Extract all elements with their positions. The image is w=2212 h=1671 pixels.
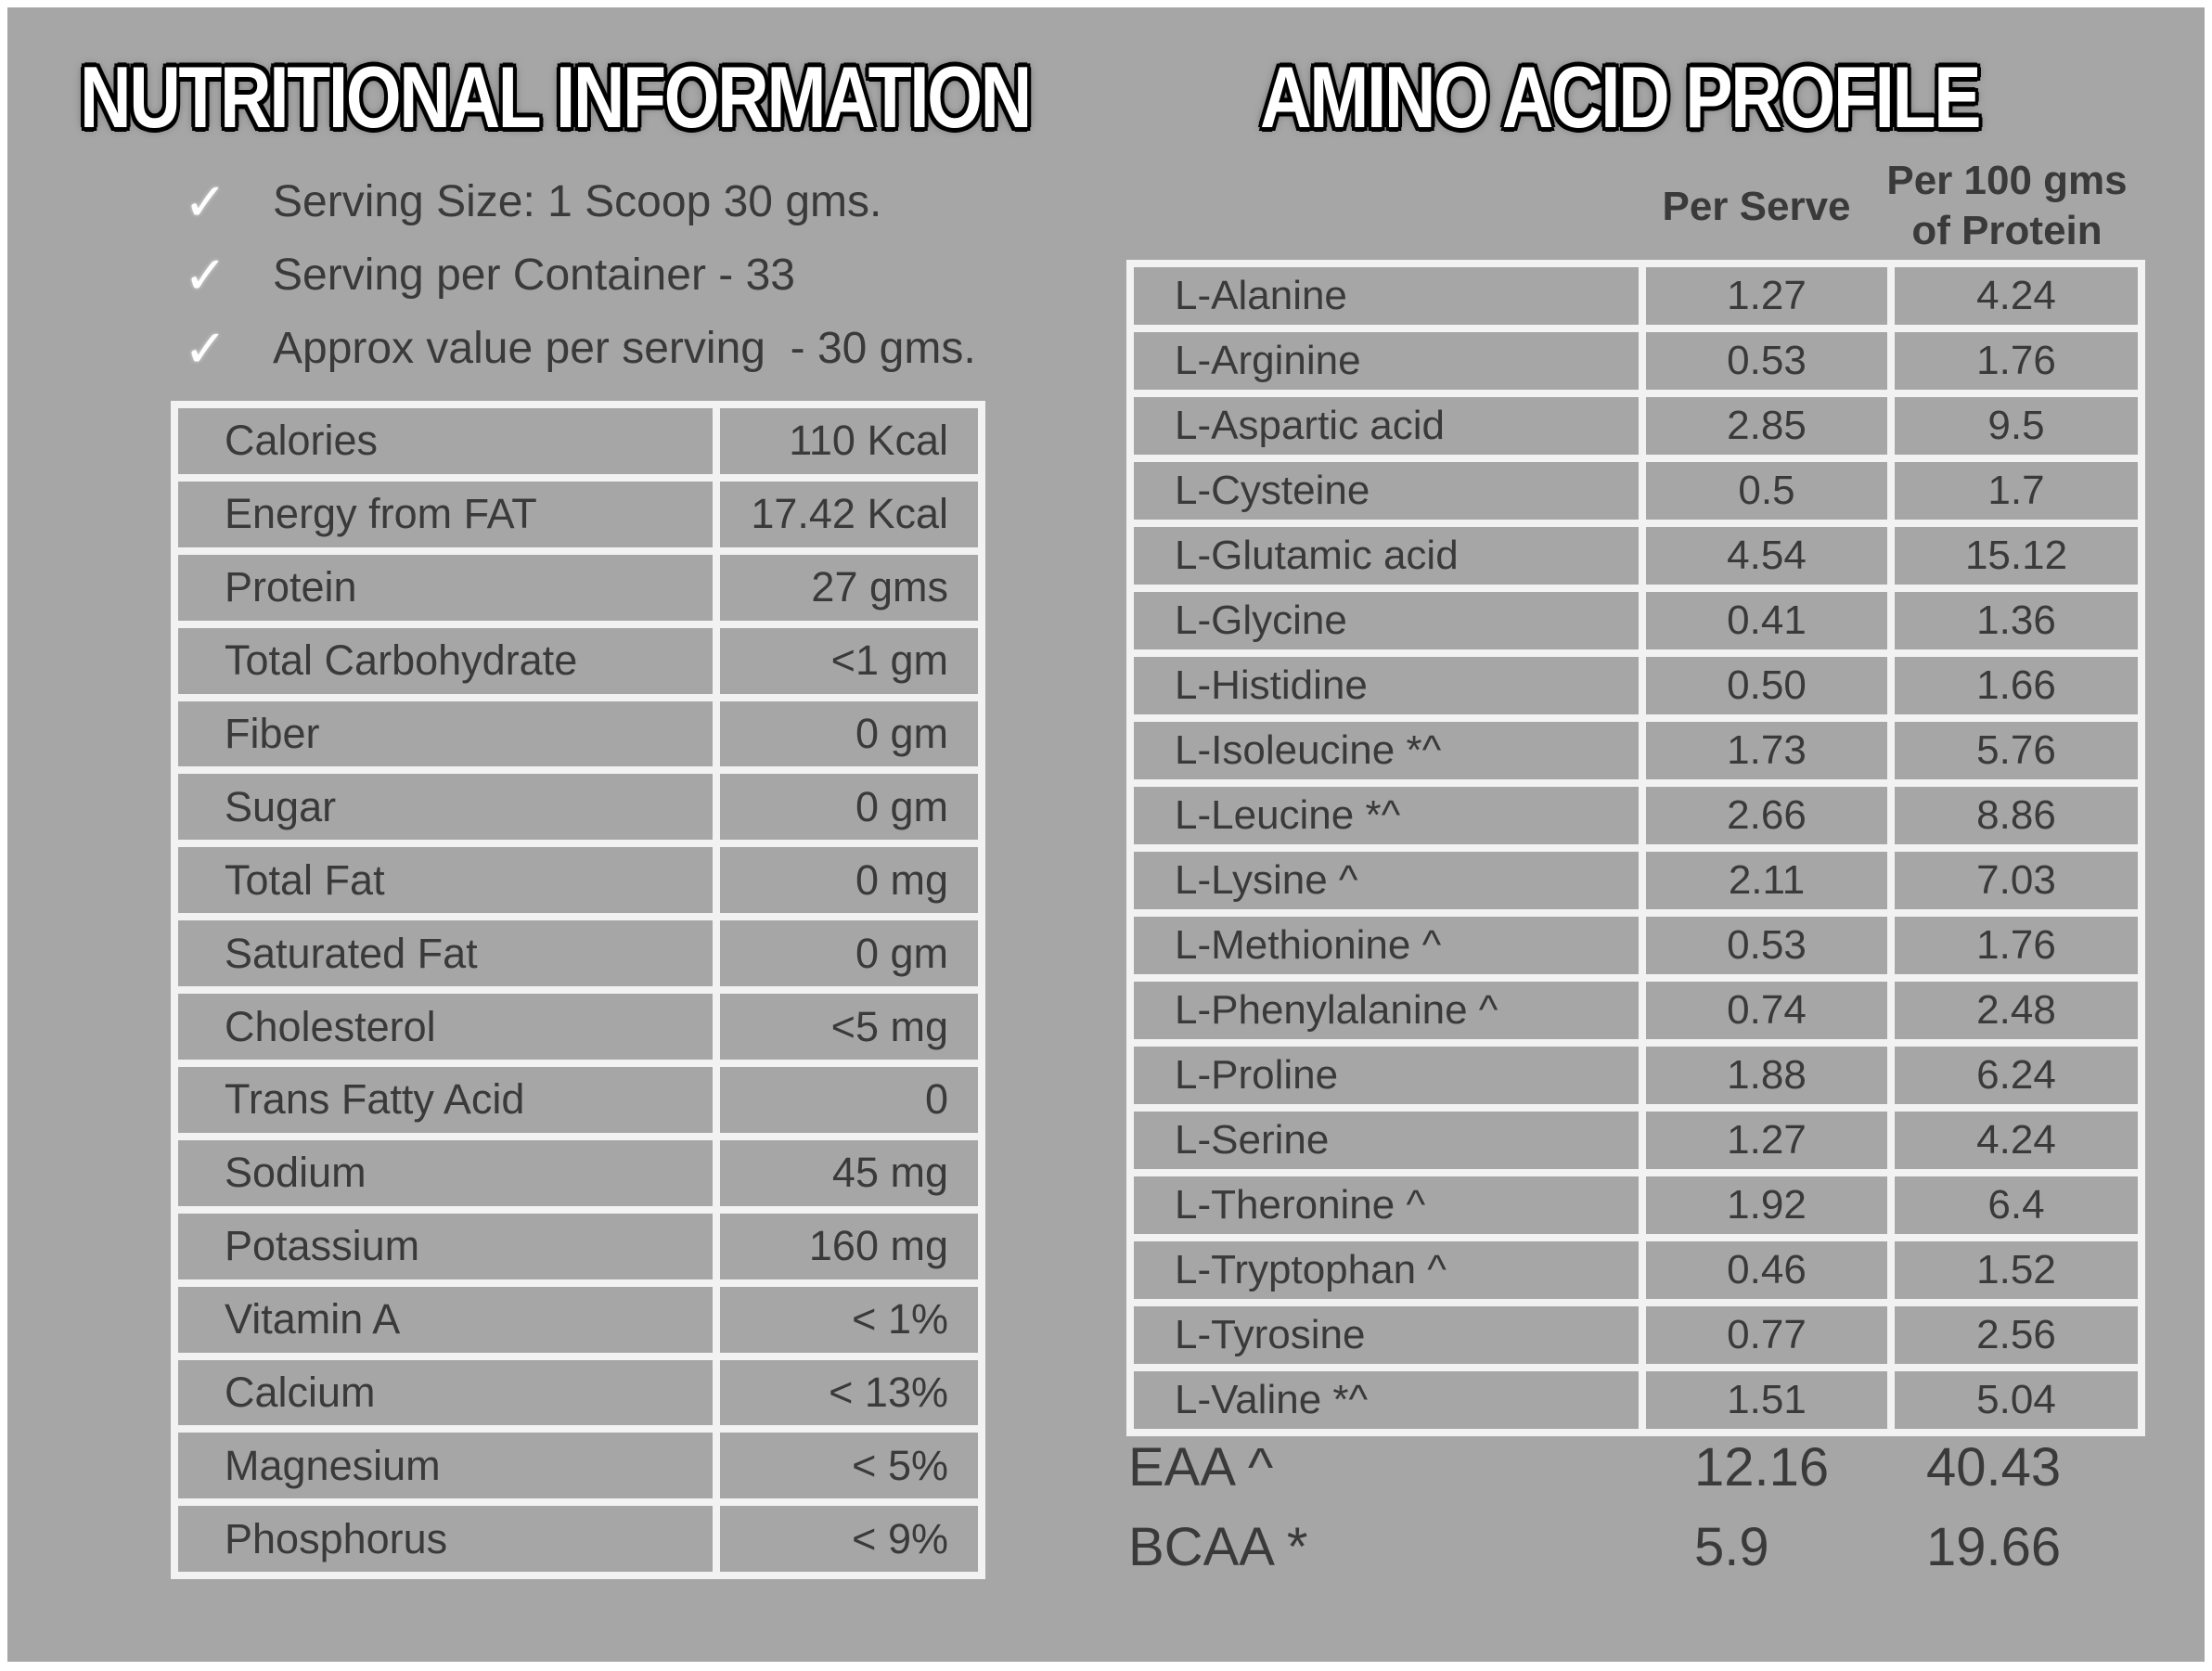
table-row [174,1502,982,1575]
table-row [174,843,982,917]
table-row [1130,588,2141,653]
per-100-value: 5.76 [1891,718,2141,783]
nutrient-value: 0 mg [716,843,982,917]
per-serve-value: 1.51 [1642,1368,1891,1433]
nutrient-value: 0 gm [716,917,982,990]
total-per-100: 19.66 [1926,1517,2062,1577]
amino-name: L-Lysine ^ [1130,848,1642,913]
table-row [1130,1238,2141,1303]
table-row [174,1356,982,1430]
table-row [1130,1173,2141,1238]
serving-size-text: Serving Size: 1 Scoop 30 gms. [273,177,882,226]
table-row [1130,913,2141,978]
nutrient-value: < 1% [716,1283,982,1356]
nutrient-label: Calories [174,405,716,478]
servings-per-container-text: Serving per Container - 33 [273,251,795,300]
total-label: BCAA * [1128,1517,1308,1577]
amino-name: L-Leucine *^ [1130,783,1642,848]
per-100-value: 15.12 [1891,523,2141,588]
nutrient-label: Vitamin A [174,1283,716,1356]
per-100-value: 7.03 [1891,848,2141,913]
table-row [1130,783,2141,848]
checkmark-icon: ✓ [184,172,227,231]
nutrient-label: Protein [174,551,716,624]
amino-name: L-Glutamic acid [1130,523,1642,588]
nutrient-value: 0 [716,1063,982,1137]
per-100-value: 8.86 [1891,783,2141,848]
amino-name: L-Tyrosine [1130,1303,1642,1368]
per-serve-value: 0.41 [1642,588,1891,653]
table-row [1130,264,2141,328]
per-100-value: 1.76 [1891,913,2141,978]
amino-name: L-Serine [1130,1108,1642,1173]
per-100-value: 5.04 [1891,1368,2141,1433]
table-row [1130,1043,2141,1108]
table-row [174,478,982,551]
per-serve-value: 2.66 [1642,783,1891,848]
per-100-value: 6.4 [1891,1173,2141,1238]
amino-column-headers [1631,156,2132,258]
per-serve-value: 2.85 [1642,393,1891,458]
nutrient-label: Saturated Fat [174,917,716,990]
table-row [174,917,982,990]
serving-info-list [184,165,976,385]
nutrition-table [171,401,985,1579]
nutrient-value: < 13% [716,1356,982,1430]
amino-name: L-Proline [1130,1043,1642,1108]
amino-name: L-Methionine ^ [1130,913,1642,978]
table-row [1130,1368,2141,1433]
nutrient-value: 17.42 Kcal [716,478,982,551]
amino-name: L-Valine *^ [1130,1368,1642,1433]
table-row [174,1210,982,1283]
nutrient-label: Phosphorus [174,1502,716,1575]
per-serve-value: 0.77 [1642,1303,1891,1368]
table-row [174,990,982,1063]
table-row [174,1063,982,1137]
per-100-value: 1.66 [1891,653,2141,718]
amino-table [1126,260,2145,1436]
nutrition-heading: NUTRITIONAL INFORMATION [80,48,1030,146]
total-per-100: 40.43 [1926,1437,2062,1497]
per-serve-value: 1.27 [1642,1108,1891,1173]
per-serve-value: 2.11 [1642,848,1891,913]
nutrient-value: 0 gm [716,770,982,843]
table-row [174,770,982,843]
nutrient-value: < 9% [716,1502,982,1575]
table-row [1130,848,2141,913]
amino-name: L-Arginine [1130,328,1642,393]
table-row [1130,1303,2141,1368]
nutrient-value: 160 mg [716,1210,982,1283]
table-row [174,1137,982,1210]
table-row [174,1283,982,1356]
amino-name: L-Alanine [1130,264,1642,328]
nutrient-label: Total Fat [174,843,716,917]
nutrient-label: Trans Fatty Acid [174,1063,716,1137]
table-row [174,698,982,771]
amino-heading: AMINO ACID PROFILE [1260,48,1980,146]
approx-value-text: Approx value per serving - 30 gms. [273,324,976,373]
nutrient-value: 110 Kcal [716,405,982,478]
per-serve-value: 1.88 [1642,1043,1891,1108]
per-serve-value: 4.54 [1642,523,1891,588]
nutrient-label: Cholesterol [174,990,716,1063]
per-100-value: 1.52 [1891,1238,2141,1303]
nutrient-value: 27 gms [716,551,982,624]
table-row [174,1429,982,1502]
table-row [1130,328,2141,393]
nutrient-label: Sugar [174,770,716,843]
per-serve-value: 0.53 [1642,328,1891,393]
amino-name: L-Tryptophan ^ [1130,1238,1642,1303]
per-serve-value: 1.73 [1642,718,1891,783]
nutrient-value: 0 gm [716,698,982,771]
nutrient-label: Sodium [174,1137,716,1210]
amino-name: L-Isoleucine *^ [1130,718,1642,783]
amino-name: L-Histidine [1130,653,1642,718]
amino-name: L-Aspartic acid [1130,393,1642,458]
per-100-value: 2.56 [1891,1303,2141,1368]
total-per-serve: 12.16 [1694,1437,1830,1497]
checkmark-icon: ✓ [184,245,227,304]
per-serve-value: 0.46 [1642,1238,1891,1303]
serving-info-item [184,312,976,385]
per-serve-header: Per Serve [1662,184,1851,229]
per-100-value: 2.48 [1891,978,2141,1043]
per-100-value: 6.24 [1891,1043,2141,1108]
table-row [1130,393,2141,458]
serving-info-item [184,165,976,238]
per-serve-value: 0.74 [1642,978,1891,1043]
per-serve-value: 0.53 [1642,913,1891,978]
per-100-value: 9.5 [1891,393,2141,458]
per-serve-value: 0.50 [1642,653,1891,718]
serving-info-item [184,238,976,312]
amino-name: L-Phenylalanine ^ [1130,978,1642,1043]
per-100-header: Per 100 gms of Protein [1886,158,2128,253]
per-100-value: 1.7 [1891,458,2141,523]
checkmark-icon: ✓ [184,318,227,378]
nutrient-value: 45 mg [716,1137,982,1210]
table-row [1130,718,2141,783]
nutrient-label: Fiber [174,698,716,771]
table-row [1130,523,2141,588]
table-row [1130,653,2141,718]
per-100-value: 4.24 [1891,264,2141,328]
per-serve-value: 1.27 [1642,264,1891,328]
nutrient-label: Total Carbohydrate [174,624,716,698]
table-row [1130,978,2141,1043]
nutrient-label: Calcium [174,1356,716,1430]
table-row [174,405,982,478]
per-serve-value: 1.92 [1642,1173,1891,1238]
amino-name: L-Cysteine [1130,458,1642,523]
amino-name: L-Theronine ^ [1130,1173,1642,1238]
nutrient-label: Magnesium [174,1429,716,1502]
per-100-value: 4.24 [1891,1108,2141,1173]
label-panel [7,7,2205,1662]
nutrient-value: < 5% [716,1429,982,1502]
per-100-value: 1.76 [1891,328,2141,393]
amino-name: L-Glycine [1130,588,1642,653]
nutrient-label: Potassium [174,1210,716,1283]
nutrient-value: <5 mg [716,990,982,1063]
per-serve-value: 0.5 [1642,458,1891,523]
table-row [1130,1108,2141,1173]
table-row [1130,458,2141,523]
nutrient-label: Energy from FAT [174,478,716,551]
table-row [174,551,982,624]
table-row [174,624,982,698]
nutrient-value: <1 gm [716,624,982,698]
total-per-serve: 5.9 [1694,1517,1769,1577]
per-100-value: 1.36 [1891,588,2141,653]
total-label: EAA ^ [1128,1437,1274,1497]
